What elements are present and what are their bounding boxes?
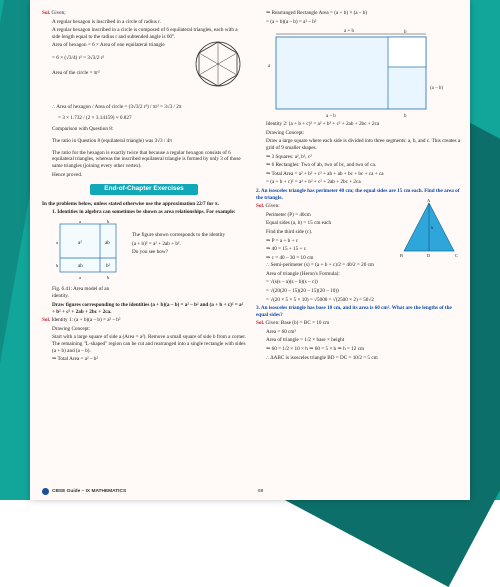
text-line: Start with a large square of side a (Area = a²). Remove a small square of side b from a corner. The remaining "L-shaped" region can be cut and rearranged into a single rectangle with sides (a + b) and (a – b). (52, 334, 246, 354)
equation: ⇒ c = 40 – 30 = 10 cm (266, 254, 314, 261)
hexagon-block (42, 42, 246, 104)
sol-label: Sol. (42, 317, 51, 324)
question-text: Identities in algebra can sometimes be shown as area relationships. For example: (57, 209, 236, 216)
equation: ∴ Area of hexagon / Area of circle = (3√3/2 r²) / πr² = 3√3 / 2π (52, 104, 182, 111)
height-label: h (431, 225, 434, 231)
section-banner: End-of-Chapter Exercises (90, 184, 198, 195)
rearranged-rectangle-figure (256, 27, 456, 119)
text-line: Given: Base (b) = BC = 10 cm (265, 320, 330, 327)
vertex-label: D (427, 253, 431, 259)
equation: = 6 × (√3/4) r² = 3√3/2 r² (52, 54, 105, 61)
text-line: A regular hexagon is inscribed in a circle of radius r. (52, 18, 161, 25)
vertex-label: A (427, 199, 431, 204)
figure-label: b (107, 274, 110, 280)
figure-label: b (404, 114, 407, 120)
figure-label: (a – b) (430, 86, 444, 92)
question-text: An isosceles triangle has base 10 cm, and its area is 60 cm². What are the lengths of the equal sides? (256, 305, 452, 318)
text-line: A regular hexagon inscribed in a circle is composed of 6 equilateral triangles, each with a side length equal to the radius r and subtended angle is 60°. (52, 27, 238, 40)
text-line: The ratio for the hexagon is exactly twice that because a regular hexagon consists of 6 equilateral triangles, whereas the inscribed equilateral triangle is formed by only 3 of those same triangles (joining every other vertex). (52, 149, 241, 169)
text-line: Identity 2: (a + b + c)² = a² + b² + c² + 2ab + 2bc + 2ca (266, 121, 380, 128)
area-model-figure (56, 220, 120, 282)
isosceles-triangle-figure (396, 199, 462, 259)
text-line: The figure shown corresponds to the identity (132, 231, 226, 238)
hexagon-in-circle-figure (192, 38, 244, 90)
question-number: 2. (256, 187, 260, 194)
publisher-logo-icon (42, 488, 49, 495)
text-line: Given; (51, 10, 66, 16)
figure-label: a – b (326, 114, 336, 120)
text-line: Identity 1: (a + b)(a – b) = a² – b² (51, 317, 121, 324)
text-line: Area of hexagon = 6 × Area of one equilateral triangle (52, 42, 165, 49)
figure-label: a + b (344, 29, 355, 35)
equation: ⇒ Rearranged Rectangle Area = (a + b) × (a – b) (266, 10, 368, 16)
text-line: Find the third side (c). (266, 228, 313, 235)
vertex-label: C (455, 253, 459, 259)
question-number: 3. (256, 305, 260, 312)
text-line: Area = 60 cm² (266, 328, 296, 335)
equation: ⇒ Total Area = a² + b² + c² + ab + ab + bc + bc + ca + ca (266, 170, 384, 177)
sol-label: Sol. (256, 320, 265, 327)
text-line: Drawing Concept: (266, 129, 305, 136)
text-line: ⇒ 3 Squares: a², b², c² (266, 153, 312, 160)
sol-label: Sol. (42, 10, 51, 16)
question-text: Draw figures corresponding to the identities (a + b)(a – b) = a² – b² and (a + b + c)² = a² + b² + c² + 2ab + 2bc + 2ca. (52, 302, 244, 315)
figure-label: a (79, 274, 81, 280)
question-text: An isosceles triangle has perimeter 40 cm; the equal sides are 15 cm each. Find the area of the triangle. (256, 187, 460, 201)
text-line: Perimeter (P) = 40cm (266, 211, 311, 218)
equation: = (a + b + c)² = a² + b² + c² + 2ab + 2bc + 2ca (266, 179, 361, 186)
page-number: 68 (258, 489, 264, 494)
figure-label: a (268, 64, 271, 70)
text-line: The ratio in Question 8 (equilateral triangle) was 3√3 / 4π (52, 138, 172, 145)
text-line: Given: (265, 203, 280, 210)
figure-label: b (107, 219, 110, 224)
figure-label: ab (105, 240, 110, 246)
figure-label: b (56, 262, 59, 268)
equation: (a + b)² = a² + 2ab + b². (132, 240, 181, 247)
area-model-block (42, 218, 246, 286)
footer-title: CBSE Guide – IX MATHEMATICS (52, 489, 127, 494)
equation: = (a + b)(a – b) = a² – b² (266, 18, 317, 25)
text-line: Do you see how? (132, 249, 168, 256)
text-line: Equal sides (a, b) = 15 cm each (266, 220, 332, 227)
figure-label: a (79, 219, 81, 224)
instruction: In the problems below, unless stated otherwise use the approximation 22/7 for π. (42, 200, 219, 207)
equation: ⇒ Total Area = a² – b² (52, 356, 98, 363)
equation: ∴ ΔABC is isosceles triangle BD = DC = 10/2 = 5 cm (266, 354, 378, 361)
equation: = √(20(20 – 15)(20 – 15)(20 – 10)) (266, 287, 339, 294)
figure-label: a (56, 239, 58, 245)
figure-label: ab (78, 263, 83, 269)
equation: = √(s(s – a)(s – b)(s – c)) (266, 279, 318, 286)
right-column (256, 10, 464, 363)
text-line: Comparison with Question 8: (52, 125, 114, 132)
equation: ⇒ 40 = 15 + 15 + c (266, 246, 307, 253)
textbook-page (30, 0, 470, 500)
equation: ⇒ 60 = 1/2 × 10 × h ⇒ 60 = 5 × h ⇒ h = 12 cm (266, 346, 365, 353)
figure-label: b² (106, 263, 110, 269)
figure-label: a² (78, 240, 82, 246)
equation: = 3 × 1.732 / (2 × 3.14159) ≈ 0.827 (58, 114, 132, 121)
triangle-block (256, 199, 464, 261)
question-number: 1. (52, 209, 56, 216)
figure-caption: Fig. 6.41: Area model of an identity. (52, 285, 110, 299)
sol-label: Sol. (256, 203, 265, 210)
text-line: Draw a large square where each side is divided into three segments: a, b, and c. This creates a grid of 9 smaller shapes. (266, 138, 461, 151)
equation: ∴ Semi-perimeter (s) = (a + b + c)/2 = 40/2 = 20 cm (266, 262, 374, 269)
equation: Area of triangle = 1/2 × base × height (266, 337, 345, 344)
text-line: ⇒ 6 Rectangles: Two of ab, two of bc, and two of ca. (266, 162, 377, 169)
figure-label: b (404, 30, 407, 36)
vertex-label: B (400, 253, 404, 259)
text-line: Area of triangle (Heron's Formula): (266, 270, 340, 277)
text-line: Drawing Concept: (52, 325, 91, 332)
equation: = √(20 × 5 × 5 × 10) = √5000 = √(2500 × 2) = 50√2 (266, 296, 374, 303)
left-column (42, 10, 246, 365)
text-line: Area of the circle = πr² (52, 69, 100, 76)
text-line: Hence proved. (52, 171, 83, 178)
equation: ⇒ P = a + b + c (266, 237, 299, 244)
page-footer (42, 488, 458, 496)
